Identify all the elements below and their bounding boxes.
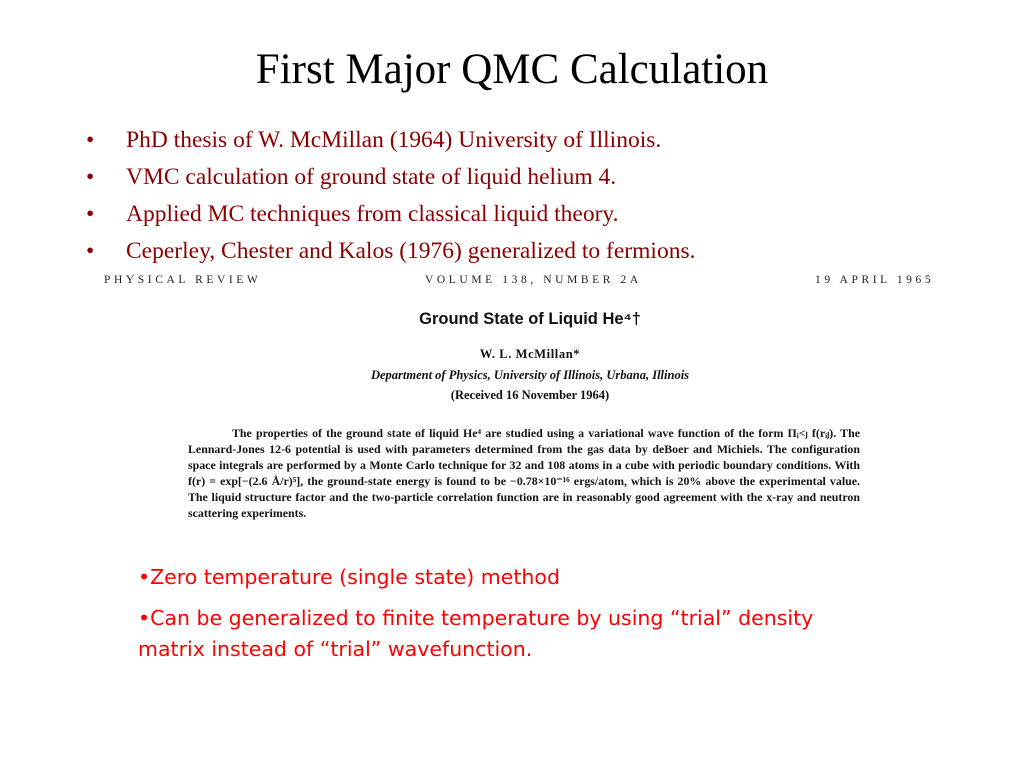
paper-title: Ground State of Liquid He⁴† xyxy=(419,310,641,328)
notes-list xyxy=(138,562,858,675)
journal-volume: VOLUME 138, NUMBER 2A xyxy=(425,274,642,286)
paper-affiliation: Department of Physics, University of Illinois, Urbana, Illinois xyxy=(370,368,690,382)
paper-abstract: The properties of the ground state of liquid He⁴ are studied using a variational wave function of the form Πᵢ<ⱼ f(rᵢⱼ). The Lennard-Jones 12-6 potential is used with parameters determined from the gas data by deBoer and Michiels. The configuration space integrals are performed by a Monte Carlo technique for 32 and 108 atoms in a cube with periodic boundary conditions. With f(r) = exp[−(2.6 Å/r)⁵], the ground-state energy is found to be −0.78×10⁻¹⁶ ergs/atom, which is 20% above the experimental value. The liquid structure factor and the two-particle correlation function are in reasonably good agreement with the x-ray and neutron scattering experiments. xyxy=(188,426,860,520)
bullet-text: PhD thesis of W. McMillan (1964) University of Illinois. xyxy=(126,127,662,153)
bullet-text: Applied MC techniques from classical liquid theory. xyxy=(126,201,619,227)
bullet-item xyxy=(86,233,695,263)
bullet-text: VMC calculation of ground state of liquid helium 4. xyxy=(126,164,617,190)
bullet-list xyxy=(86,122,695,263)
bullet-dot: • xyxy=(86,238,95,263)
journal-name: PHYSICAL REVIEW xyxy=(104,274,262,286)
bullet-dot: • xyxy=(86,127,95,153)
bullet-text: Ceperley, Chester and Kalos (1976) generalized to fermions. xyxy=(126,238,696,263)
bullet-item xyxy=(86,159,695,196)
bullet-item xyxy=(86,122,695,159)
paper-author: W. L. McMillan* xyxy=(479,347,581,361)
note-item: •Zero temperature (single state) method xyxy=(138,565,560,589)
slide-title: First Major QMC Calculation xyxy=(255,46,769,93)
bullet-dot: • xyxy=(86,201,95,227)
paper-received-date: (Received 16 November 1964) xyxy=(450,388,610,402)
journal-date: 19 APRIL 1965 xyxy=(815,274,935,286)
paper-excerpt-image xyxy=(100,268,960,548)
bullet-dot: • xyxy=(86,164,95,190)
bullet-item xyxy=(86,196,695,233)
note-item: •Can be generalized to finite temperature by using “trial” density matrix instead of “trial” wavefunction. xyxy=(138,606,814,661)
